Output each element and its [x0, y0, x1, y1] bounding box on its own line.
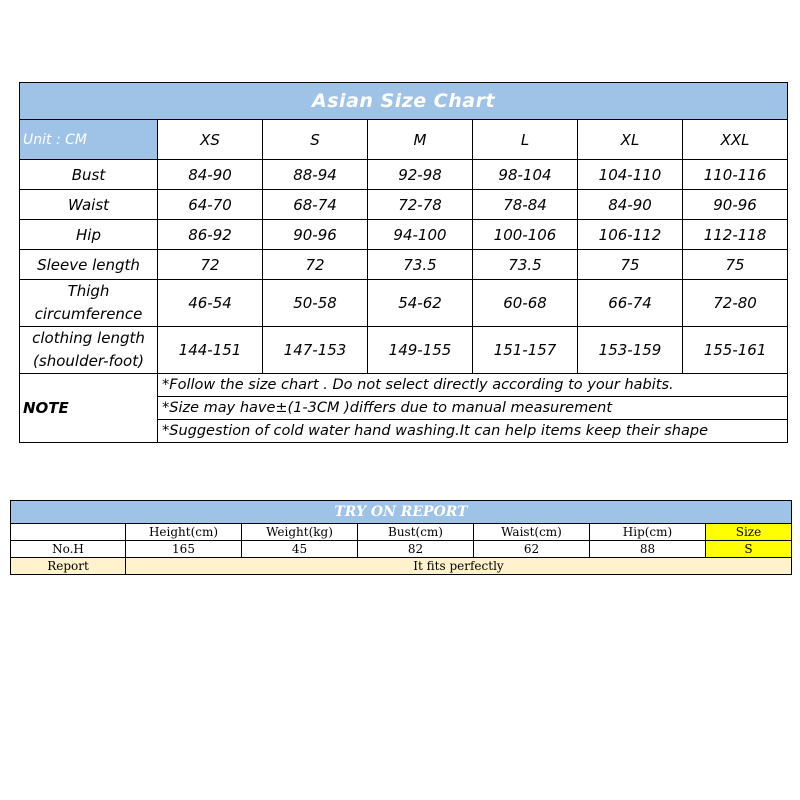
table-row-waist	[20, 190, 788, 220]
table-cell: 46-54	[158, 280, 263, 327]
table-cell: 72	[158, 250, 263, 280]
unit-label: Unit : CM	[20, 120, 158, 160]
table-cell: 50-58	[263, 280, 368, 327]
table-row-bust	[20, 160, 788, 190]
value-hip: 88	[590, 541, 706, 558]
row-label: No.H	[11, 541, 126, 558]
size-header-m: M	[368, 120, 473, 160]
table-cell: 92-98	[368, 160, 473, 190]
table-cell: 72-80	[683, 280, 788, 327]
size-header-l: L	[473, 120, 578, 160]
header-height: Height(cm)	[126, 524, 242, 541]
report-text: It fits perfectly	[126, 558, 792, 575]
value-height: 165	[126, 541, 242, 558]
table-row-sleeve-length	[20, 250, 788, 280]
table-cell: 151-157	[473, 327, 578, 374]
table-cell: 68-74	[263, 190, 368, 220]
table-cell: 104-110	[578, 160, 683, 190]
table-row-hip	[20, 220, 788, 250]
value-waist: 62	[474, 541, 590, 558]
header-bust: Bust(cm)	[358, 524, 474, 541]
row-label: Bust	[20, 160, 158, 190]
row-label-line: clothing length	[32, 329, 145, 347]
size-chart-table	[19, 82, 788, 443]
table-row-clothing-length	[20, 327, 788, 374]
row-label-line: Thigh	[67, 282, 110, 300]
header-waist: Waist(cm)	[474, 524, 590, 541]
table-cell: 86-92	[158, 220, 263, 250]
report-values-row	[11, 541, 792, 558]
note-text: *Suggestion of cold water hand washing.It can help items keep their shape	[158, 420, 788, 443]
row-label	[20, 327, 158, 374]
header-weight: Weight(kg)	[242, 524, 358, 541]
report-label: Report	[11, 558, 126, 575]
table-cell: 66-74	[578, 280, 683, 327]
report-header-row	[11, 524, 792, 541]
table-cell: 72	[263, 250, 368, 280]
row-label	[20, 280, 158, 327]
table-cell: 75	[578, 250, 683, 280]
row-label-line: (shoulder-foot)	[33, 352, 144, 370]
row-label-line: circumference	[34, 305, 143, 323]
row-label: Sleeve length	[20, 250, 158, 280]
size-chart-title: Asian Size Chart	[20, 83, 788, 120]
table-cell: 88-94	[263, 160, 368, 190]
header-hip: Hip(cm)	[590, 524, 706, 541]
try-on-report-title: TRY ON REPORT	[11, 501, 792, 524]
value-size: S	[706, 541, 792, 558]
row-label: Waist	[20, 190, 158, 220]
table-cell: 84-90	[158, 160, 263, 190]
note-row	[20, 374, 788, 397]
empty-cell	[11, 524, 126, 541]
table-cell: 90-96	[263, 220, 368, 250]
table-cell: 100-106	[473, 220, 578, 250]
table-row-thigh-circumference	[20, 280, 788, 327]
size-header-s: S	[263, 120, 368, 160]
note-text: *Follow the size chart . Do not select directly according to your habits.	[158, 374, 788, 397]
table-cell: 60-68	[473, 280, 578, 327]
table-cell: 78-84	[473, 190, 578, 220]
table-cell: 73.5	[473, 250, 578, 280]
value-weight: 45	[242, 541, 358, 558]
row-label: Hip	[20, 220, 158, 250]
note-label: NOTE	[20, 374, 158, 443]
table-cell: 64-70	[158, 190, 263, 220]
table-cell: 147-153	[263, 327, 368, 374]
table-cell: 149-155	[368, 327, 473, 374]
size-header-xs: XS	[158, 120, 263, 160]
table-cell: 75	[683, 250, 788, 280]
table-cell: 112-118	[683, 220, 788, 250]
note-text: *Size may have±(1-3CM )differs due to manual measurement	[158, 397, 788, 420]
size-header-xxl: XXL	[683, 120, 788, 160]
table-cell: 155-161	[683, 327, 788, 374]
table-cell: 106-112	[578, 220, 683, 250]
table-cell: 90-96	[683, 190, 788, 220]
table-cell: 94-100	[368, 220, 473, 250]
table-cell: 144-151	[158, 327, 263, 374]
size-header-row	[20, 120, 788, 160]
table-cell: 72-78	[368, 190, 473, 220]
table-cell: 153-159	[578, 327, 683, 374]
try-on-report-table	[10, 500, 792, 575]
size-header-xl: XL	[578, 120, 683, 160]
table-cell: 98-104	[473, 160, 578, 190]
table-cell: 84-90	[578, 190, 683, 220]
header-size: Size	[706, 524, 792, 541]
report-result-row	[11, 558, 792, 575]
value-bust: 82	[358, 541, 474, 558]
table-cell: 73.5	[368, 250, 473, 280]
table-cell: 54-62	[368, 280, 473, 327]
table-cell: 110-116	[683, 160, 788, 190]
